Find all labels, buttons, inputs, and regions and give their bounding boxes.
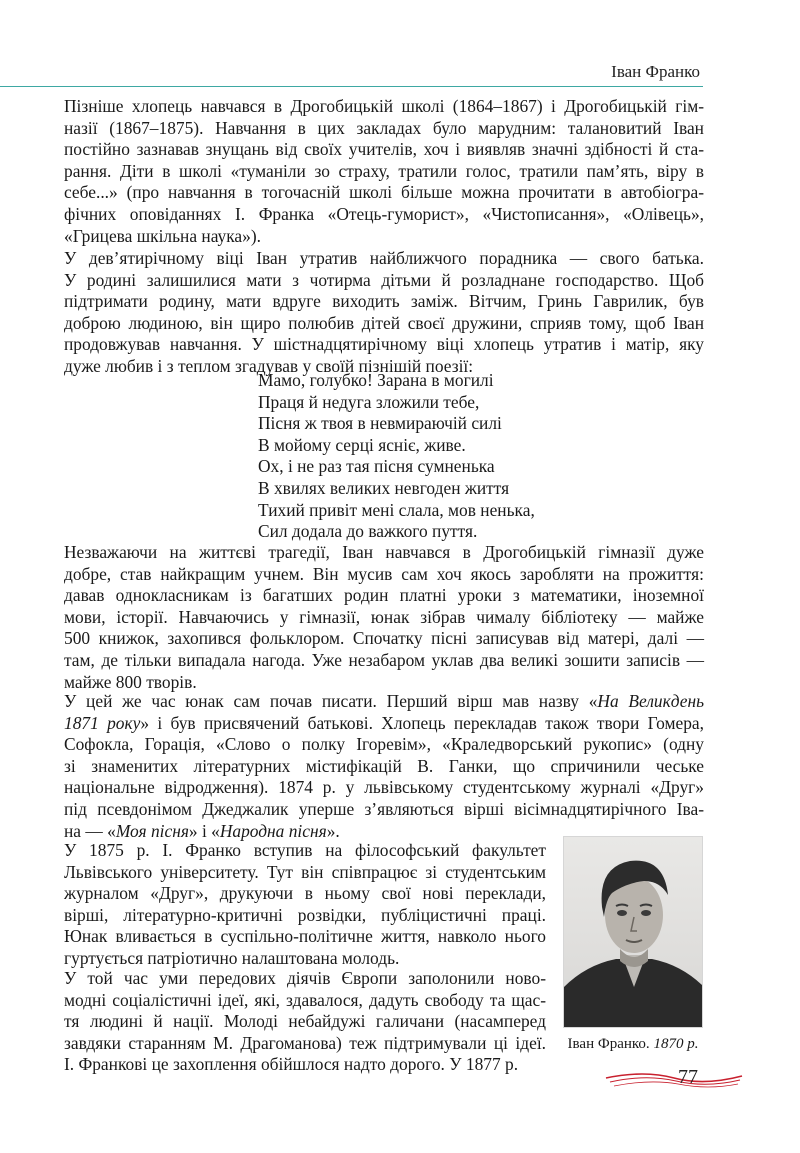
text-line: мови, історії. Навчаючись у гімназії, юнак зібрав чималу бібліотеку — майже xyxy=(64,606,704,627)
text-line: У родині залишилися мати з чотирма дітьми й розладнане господарство. Щоб xyxy=(64,269,704,290)
text-line: 500 книжок, захопився фольклором. Спочатку пісні записував від матері, далі — xyxy=(64,628,704,649)
paragraph-gymnasium xyxy=(64,542,704,693)
paragraph-university xyxy=(64,840,546,970)
poem-block xyxy=(258,370,535,543)
header-rule xyxy=(0,86,703,87)
text-line: Незважаючи на життєві трагедії, Іван навчався в Дрогобицькій гімназії дуже xyxy=(64,542,704,562)
poem-line: Сил додала до важкого пуття. xyxy=(258,521,478,542)
text-line: 1871 року» і був присвячений батькові. Хлопець перекладав також твори Гомера, xyxy=(64,712,705,733)
text-line: У цей же час юнак сам почав писати. Перший вірш мав назву «На Великдень xyxy=(64,691,705,711)
text-line: У 1875 р. І. Франко вступив на філософський факультет xyxy=(64,840,546,860)
text-line: Львівського університету. Тут він співпрацює зі студентським xyxy=(64,861,546,882)
text-line: завдяки старанням М. Драгоманова) теж підтримували ці ідеї. xyxy=(64,1032,546,1053)
text-line: підтримати родину, мати вдруге виходить заміж. Вітчим, Гринь Гаврилик, був xyxy=(64,291,704,312)
text-line: національне відродження). 1874 р. у львівському студентському журналі «Друг» xyxy=(64,777,704,798)
page-number: 77 xyxy=(678,1066,698,1088)
text-line: дуже любив і з теплом згадував у своїй пізнішій поезії: xyxy=(64,355,474,376)
text-line: Пізніше хлопець навчався в Дрогобицькій школі (1864–1867) і Дрогобицькій гім- xyxy=(64,96,704,116)
text-line: У той час уми передових діячів Європи заполонили ново- xyxy=(64,968,546,988)
text-line: зі знаменитих літературних містифікацій В. Ганки, що спричинили чеське xyxy=(64,755,704,776)
poem-line: Тихий привіт мені слала, мов ненька, xyxy=(258,499,535,520)
portrait-illustration xyxy=(564,837,703,1028)
text-line: давав однокласникам із багатших родин платні уроки з математики, іноземної xyxy=(64,585,704,606)
text-line: назії (1867–1875). Навчання в цих закладах було марудним: талановитий Іван xyxy=(64,117,704,138)
text-line: під псевдонімом Джеджалик уперше з’являються вірші вісімнадцятирічного Іва- xyxy=(64,798,704,819)
caption-year: 1870 р. xyxy=(653,1036,699,1052)
text-line: рання. Діти в школі «туманіли зо страху, тратили голос, тратили пам’ять, віру в xyxy=(64,160,704,181)
text-line: вірші, літературно-критичні розвідки, публіцистичні праці. xyxy=(64,904,546,925)
text-line: продовжував навчання. У шістнадцятирічному віці хлопець утратив і матір, яку xyxy=(64,334,704,355)
text-line: Юнак вливається в суспільно-політичне життя, навколо нього xyxy=(64,926,546,947)
text-line: майже 800 творів. xyxy=(64,671,197,692)
poem-line: Праця й недуга зложили тебе, xyxy=(258,391,480,412)
text-line: І. Франкові це захоплення обійшлося надто дорого. У 1877 р. xyxy=(64,1054,519,1075)
caption-name: Іван Франко. xyxy=(567,1036,650,1052)
page-ornament-icon xyxy=(604,1068,744,1090)
paragraph-school xyxy=(64,96,704,247)
text-line: себе...» (про навчання в тогочасній школі більше можна прочитати в автобіогра- xyxy=(64,182,704,203)
portrait-photo xyxy=(563,836,703,1028)
text-line: «Грицева шкільна наука»). xyxy=(64,225,261,246)
text-line: доброю людиною, він щиро полюбив дітей своєї дружини, сприяв тому, щоб Іван xyxy=(64,312,704,333)
text-line: на — «Моя пісня» і «Народна пісня». xyxy=(64,820,340,841)
text-line: Софокла, Горація, «Слово о полку Ігоревім», «Краледворський рукопис» (одну xyxy=(64,734,704,755)
text-line: У дев’ятирічному віці Іван утратив найближчого порадника — свого батька. xyxy=(64,248,704,268)
poem-line: Пісня ж твоя в невмираючій силі xyxy=(258,413,502,434)
paragraph-first-poems xyxy=(64,691,704,842)
poem-line: Ох, і не раз тая пісня сумненька xyxy=(258,456,495,477)
photo-caption xyxy=(560,1036,706,1053)
paragraph-socialism xyxy=(64,968,546,1076)
text-line: фічних оповіданнях І. Франка «Отець-гуморист», «Чистописання», «Олівець», xyxy=(64,203,704,224)
text-line: журналом «Друг», друкуючи в ньому свої нові переклади, xyxy=(64,883,546,904)
poem-line: Мамо, голубко! Зарана в могилі xyxy=(258,370,494,390)
text-line: постійно зазнавав знущань від своїх учителів, хоч і виявляв значні здібності й ста- xyxy=(64,139,704,160)
text-line: модні соціалістичні ідеї, які, здавалося, дадуть свободу та щас- xyxy=(64,989,546,1010)
text-line: гуртується патріотично налаштована молодь. xyxy=(64,947,400,968)
poem-line: В хвилях великих невгоден життя xyxy=(258,477,510,498)
text-line: тя людині й нації. Молоді небайдужі галичани (насамперед xyxy=(64,1011,546,1032)
running-header: Іван Франко xyxy=(611,62,700,81)
poem-line: В мойому серці ясніє, живе. xyxy=(258,434,466,455)
text-line: там, де тільки випадала нагода. Уже незабаром уклав два великі зошити записів — xyxy=(64,649,704,670)
paragraph-father xyxy=(64,248,704,378)
text-line: добре, став найкращим учнем. Він мусив сам хоч якось заробляти на прожиття: xyxy=(64,563,704,584)
